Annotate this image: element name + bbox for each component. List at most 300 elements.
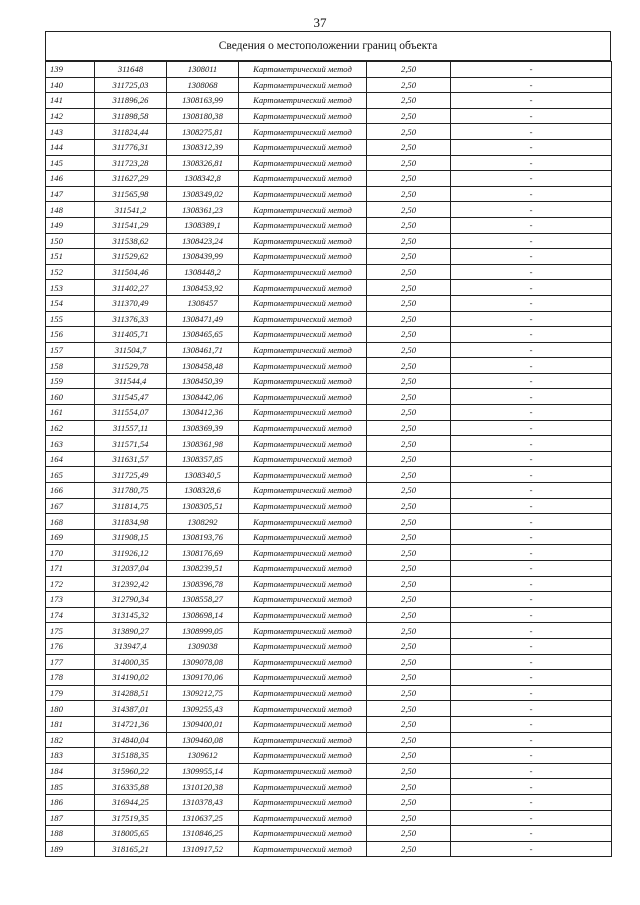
accuracy-cell: 2,50 — [367, 311, 451, 327]
description-cell: - — [451, 576, 612, 592]
table-row — [46, 654, 612, 670]
point-number-cell: 177 — [46, 654, 95, 670]
description-cell: - — [451, 841, 612, 857]
point-number-cell: 185 — [46, 779, 95, 795]
y-coordinate-cell: 1308312,39 — [167, 139, 239, 155]
accuracy-cell: 2,50 — [367, 561, 451, 577]
accuracy-cell: 2,50 — [367, 716, 451, 732]
description-cell: - — [451, 529, 612, 545]
accuracy-cell: 2,50 — [367, 685, 451, 701]
y-coordinate-cell: 1308163,99 — [167, 93, 239, 109]
x-coordinate-cell: 313145,32 — [95, 607, 167, 623]
x-coordinate-cell: 311554,07 — [95, 405, 167, 421]
description-cell: - — [451, 701, 612, 717]
x-coordinate-cell: 311557,11 — [95, 420, 167, 436]
accuracy-cell: 2,50 — [367, 77, 451, 93]
y-coordinate-cell: 1308357,85 — [167, 451, 239, 467]
y-coordinate-cell: 1308999,05 — [167, 623, 239, 639]
point-number-cell: 157 — [46, 342, 95, 358]
table-row — [46, 62, 612, 78]
method-cell: Картометрический метод — [239, 389, 367, 405]
x-coordinate-cell: 311814,75 — [95, 498, 167, 514]
y-coordinate-cell: 1309038 — [167, 638, 239, 654]
accuracy-cell: 2,50 — [367, 592, 451, 608]
x-coordinate-cell: 311908,15 — [95, 529, 167, 545]
description-cell: - — [451, 779, 612, 795]
accuracy-cell: 2,50 — [367, 748, 451, 764]
table-row — [46, 545, 612, 561]
point-number-cell: 189 — [46, 841, 95, 857]
method-cell: Картометрический метод — [239, 451, 367, 467]
y-coordinate-cell: 1310378,43 — [167, 794, 239, 810]
method-cell: Картометрический метод — [239, 794, 367, 810]
table-row — [46, 342, 612, 358]
x-coordinate-cell: 311565,98 — [95, 186, 167, 202]
section-title: Сведения о местоположении границ объекта — [218, 40, 438, 52]
point-number-cell: 154 — [46, 295, 95, 311]
method-cell: Картометрический метод — [239, 93, 367, 109]
method-cell: Картометрический метод — [239, 311, 367, 327]
accuracy-cell: 2,50 — [367, 483, 451, 499]
method-cell: Картометрический метод — [239, 233, 367, 249]
point-number-cell: 145 — [46, 155, 95, 171]
method-cell: Картометрический метод — [239, 436, 367, 452]
method-cell: Картометрический метод — [239, 654, 367, 670]
description-cell: - — [451, 716, 612, 732]
y-coordinate-cell: 1309400,01 — [167, 716, 239, 732]
method-cell: Картометрический метод — [239, 373, 367, 389]
y-coordinate-cell: 1310846,25 — [167, 826, 239, 842]
accuracy-cell: 2,50 — [367, 124, 451, 140]
description-cell: - — [451, 171, 612, 187]
x-coordinate-cell: 311723,28 — [95, 155, 167, 171]
x-coordinate-cell: 311538,62 — [95, 233, 167, 249]
y-coordinate-cell: 1308275,81 — [167, 124, 239, 140]
method-cell: Картометрический метод — [239, 623, 367, 639]
y-coordinate-cell: 1308328,6 — [167, 483, 239, 499]
description-cell: - — [451, 93, 612, 109]
description-cell: - — [451, 233, 612, 249]
table-row — [46, 295, 612, 311]
method-cell: Картометрический метод — [239, 467, 367, 483]
point-number-cell: 152 — [46, 264, 95, 280]
y-coordinate-cell: 1308342,8 — [167, 171, 239, 187]
accuracy-cell: 2,50 — [367, 342, 451, 358]
accuracy-cell: 2,50 — [367, 763, 451, 779]
table-row — [46, 810, 612, 826]
y-coordinate-cell: 1308450,39 — [167, 373, 239, 389]
table-row — [46, 592, 612, 608]
point-number-cell: 168 — [46, 514, 95, 530]
x-coordinate-cell: 311405,71 — [95, 327, 167, 343]
y-coordinate-cell: 1308698,14 — [167, 607, 239, 623]
point-number-cell: 184 — [46, 763, 95, 779]
accuracy-cell: 2,50 — [367, 436, 451, 452]
point-number-cell: 142 — [46, 108, 95, 124]
table-row — [46, 217, 612, 233]
point-number-cell: 183 — [46, 748, 95, 764]
y-coordinate-cell: 1308068 — [167, 77, 239, 93]
method-cell: Картометрический метод — [239, 701, 367, 717]
x-coordinate-cell: 311725,49 — [95, 467, 167, 483]
accuracy-cell: 2,50 — [367, 93, 451, 109]
description-cell: - — [451, 685, 612, 701]
table-row — [46, 623, 612, 639]
point-number-cell: 188 — [46, 826, 95, 842]
description-cell: - — [451, 77, 612, 93]
method-cell: Картометрический метод — [239, 124, 367, 140]
x-coordinate-cell: 316944,25 — [95, 794, 167, 810]
table-row — [46, 451, 612, 467]
accuracy-cell: 2,50 — [367, 529, 451, 545]
description-cell: - — [451, 405, 612, 421]
x-coordinate-cell: 311725,03 — [95, 77, 167, 93]
description-cell: - — [451, 561, 612, 577]
point-number-cell: 162 — [46, 420, 95, 436]
point-number-cell: 167 — [46, 498, 95, 514]
x-coordinate-cell: 314840,04 — [95, 732, 167, 748]
accuracy-cell: 2,50 — [367, 451, 451, 467]
accuracy-cell: 2,50 — [367, 62, 451, 78]
y-coordinate-cell: 1309078,08 — [167, 654, 239, 670]
method-cell: Картометрический метод — [239, 576, 367, 592]
x-coordinate-cell: 311776,31 — [95, 139, 167, 155]
point-number-cell: 181 — [46, 716, 95, 732]
method-cell: Картометрический метод — [239, 186, 367, 202]
point-number-cell: 159 — [46, 373, 95, 389]
description-cell: - — [451, 467, 612, 483]
table-row — [46, 233, 612, 249]
x-coordinate-cell: 314190,02 — [95, 670, 167, 686]
table-row — [46, 155, 612, 171]
point-number-cell: 173 — [46, 592, 95, 608]
y-coordinate-cell: 1308458,48 — [167, 358, 239, 374]
description-cell: - — [451, 186, 612, 202]
x-coordinate-cell: 311780,75 — [95, 483, 167, 499]
accuracy-cell: 2,50 — [367, 576, 451, 592]
accuracy-cell: 2,50 — [367, 295, 451, 311]
point-number-cell: 170 — [46, 545, 95, 561]
description-cell: - — [451, 358, 612, 374]
accuracy-cell: 2,50 — [367, 498, 451, 514]
x-coordinate-cell: 312790,34 — [95, 592, 167, 608]
y-coordinate-cell: 1308439,99 — [167, 249, 239, 265]
y-coordinate-cell: 1308011 — [167, 62, 239, 78]
point-number-cell: 163 — [46, 436, 95, 452]
x-coordinate-cell: 311926,12 — [95, 545, 167, 561]
table-row — [46, 576, 612, 592]
point-number-cell: 151 — [46, 249, 95, 265]
y-coordinate-cell: 1309460,08 — [167, 732, 239, 748]
table-row — [46, 124, 612, 140]
y-coordinate-cell: 1309255,43 — [167, 701, 239, 717]
table-row — [46, 779, 612, 795]
y-coordinate-cell: 1308461,71 — [167, 342, 239, 358]
description-cell: - — [451, 311, 612, 327]
table-row — [46, 514, 612, 530]
y-coordinate-cell: 1308453,92 — [167, 280, 239, 296]
method-cell: Картометрический метод — [239, 545, 367, 561]
y-coordinate-cell: 1310120,38 — [167, 779, 239, 795]
x-coordinate-cell: 311402,27 — [95, 280, 167, 296]
table-row — [46, 529, 612, 545]
description-cell: - — [451, 373, 612, 389]
description-cell: - — [451, 638, 612, 654]
accuracy-cell: 2,50 — [367, 779, 451, 795]
table-row — [46, 826, 612, 842]
accuracy-cell: 2,50 — [367, 186, 451, 202]
table-row — [46, 716, 612, 732]
description-cell: - — [451, 514, 612, 530]
accuracy-cell: 2,50 — [367, 623, 451, 639]
x-coordinate-cell: 318165,21 — [95, 841, 167, 857]
x-coordinate-cell: 314288,51 — [95, 685, 167, 701]
x-coordinate-cell: 311529,78 — [95, 358, 167, 374]
table-row — [46, 732, 612, 748]
method-cell: Картометрический метод — [239, 638, 367, 654]
x-coordinate-cell: 311529,62 — [95, 249, 167, 265]
x-coordinate-cell: 313890,27 — [95, 623, 167, 639]
point-number-cell: 144 — [46, 139, 95, 155]
y-coordinate-cell: 1308361,23 — [167, 202, 239, 218]
page-number: 37 — [313, 15, 327, 30]
point-number-cell: 148 — [46, 202, 95, 218]
y-coordinate-cell: 1308471,49 — [167, 311, 239, 327]
x-coordinate-cell: 311370,49 — [95, 295, 167, 311]
y-coordinate-cell: 1308442,06 — [167, 389, 239, 405]
x-coordinate-cell: 311376,33 — [95, 311, 167, 327]
accuracy-cell: 2,50 — [367, 638, 451, 654]
description-cell: - — [451, 670, 612, 686]
point-number-cell: 182 — [46, 732, 95, 748]
accuracy-cell: 2,50 — [367, 358, 451, 374]
table-row — [46, 202, 612, 218]
description-cell: - — [451, 623, 612, 639]
accuracy-cell: 2,50 — [367, 139, 451, 155]
x-coordinate-cell: 311631,57 — [95, 451, 167, 467]
description-cell: - — [451, 607, 612, 623]
table-row — [46, 405, 612, 421]
description-cell: - — [451, 545, 612, 561]
accuracy-cell: 2,50 — [367, 327, 451, 343]
method-cell: Картометрический метод — [239, 171, 367, 187]
point-number-cell: 165 — [46, 467, 95, 483]
description-cell: - — [451, 295, 612, 311]
y-coordinate-cell: 1308558,27 — [167, 592, 239, 608]
y-coordinate-cell: 1308448,2 — [167, 264, 239, 280]
point-number-cell: 143 — [46, 124, 95, 140]
accuracy-cell: 2,50 — [367, 841, 451, 857]
point-number-cell: 160 — [46, 389, 95, 405]
table-row — [46, 670, 612, 686]
method-cell: Картометрический метод — [239, 405, 367, 421]
method-cell: Картометрический метод — [239, 810, 367, 826]
accuracy-cell: 2,50 — [367, 249, 451, 265]
method-cell: Картометрический метод — [239, 139, 367, 155]
boundary-coordinates-table — [45, 61, 612, 857]
x-coordinate-cell: 311648 — [95, 62, 167, 78]
y-coordinate-cell: 1308340,5 — [167, 467, 239, 483]
table-row — [46, 358, 612, 374]
table-row — [46, 249, 612, 265]
method-cell: Картометрический метод — [239, 420, 367, 436]
method-cell: Картометрический метод — [239, 342, 367, 358]
method-cell: Картометрический метод — [239, 748, 367, 764]
point-number-cell: 158 — [46, 358, 95, 374]
x-coordinate-cell: 311544,4 — [95, 373, 167, 389]
accuracy-cell: 2,50 — [367, 732, 451, 748]
point-number-cell: 178 — [46, 670, 95, 686]
description-cell: - — [451, 420, 612, 436]
description-cell: - — [451, 249, 612, 265]
y-coordinate-cell: 1308326,81 — [167, 155, 239, 171]
description-cell: - — [451, 810, 612, 826]
description-cell: - — [451, 280, 612, 296]
x-coordinate-cell: 311504,46 — [95, 264, 167, 280]
x-coordinate-cell: 315960,22 — [95, 763, 167, 779]
method-cell: Картометрический метод — [239, 217, 367, 233]
description-cell: - — [451, 436, 612, 452]
y-coordinate-cell: 1308396,78 — [167, 576, 239, 592]
x-coordinate-cell: 314387,01 — [95, 701, 167, 717]
x-coordinate-cell: 311627,29 — [95, 171, 167, 187]
accuracy-cell: 2,50 — [367, 420, 451, 436]
point-number-cell: 141 — [46, 93, 95, 109]
y-coordinate-cell: 1308180,38 — [167, 108, 239, 124]
table-row — [46, 373, 612, 389]
table-row — [46, 701, 612, 717]
method-cell: Картометрический метод — [239, 295, 367, 311]
x-coordinate-cell: 311545,47 — [95, 389, 167, 405]
description-cell: - — [451, 327, 612, 343]
x-coordinate-cell: 314000,35 — [95, 654, 167, 670]
y-coordinate-cell: 1308176,69 — [167, 545, 239, 561]
accuracy-cell: 2,50 — [367, 233, 451, 249]
method-cell: Картометрический метод — [239, 529, 367, 545]
method-cell: Картометрический метод — [239, 514, 367, 530]
point-number-cell: 180 — [46, 701, 95, 717]
table-body — [46, 62, 612, 857]
x-coordinate-cell: 311898,58 — [95, 108, 167, 124]
x-coordinate-cell: 316335,88 — [95, 779, 167, 795]
description-cell: - — [451, 451, 612, 467]
x-coordinate-cell: 313947,4 — [95, 638, 167, 654]
table-row — [46, 108, 612, 124]
description-cell: - — [451, 202, 612, 218]
method-cell: Картометрический метод — [239, 841, 367, 857]
table-row — [46, 638, 612, 654]
x-coordinate-cell: 312392,42 — [95, 576, 167, 592]
accuracy-cell: 2,50 — [367, 810, 451, 826]
description-cell: - — [451, 498, 612, 514]
method-cell: Картометрический метод — [239, 498, 367, 514]
accuracy-cell: 2,50 — [367, 514, 451, 530]
method-cell: Картометрический метод — [239, 561, 367, 577]
method-cell: Картометрический метод — [239, 483, 367, 499]
method-cell: Картометрический метод — [239, 249, 367, 265]
accuracy-cell: 2,50 — [367, 670, 451, 686]
point-number-cell: 149 — [46, 217, 95, 233]
y-coordinate-cell: 1308349,02 — [167, 186, 239, 202]
accuracy-cell: 2,50 — [367, 405, 451, 421]
method-cell: Картометрический метод — [239, 327, 367, 343]
y-coordinate-cell: 1308193,76 — [167, 529, 239, 545]
method-cell: Картометрический метод — [239, 607, 367, 623]
y-coordinate-cell: 1309212,75 — [167, 685, 239, 701]
method-cell: Картометрический метод — [239, 732, 367, 748]
y-coordinate-cell: 1308412,36 — [167, 405, 239, 421]
table-row — [46, 93, 612, 109]
point-number-cell: 175 — [46, 623, 95, 639]
method-cell: Картометрический метод — [239, 716, 367, 732]
method-cell: Картометрический метод — [239, 779, 367, 795]
accuracy-cell: 2,50 — [367, 264, 451, 280]
method-cell: Картометрический метод — [239, 592, 367, 608]
y-coordinate-cell: 1310637,25 — [167, 810, 239, 826]
description-cell: - — [451, 732, 612, 748]
x-coordinate-cell: 311541,29 — [95, 217, 167, 233]
method-cell: Картометрический метод — [239, 670, 367, 686]
accuracy-cell: 2,50 — [367, 607, 451, 623]
point-number-cell: 164 — [46, 451, 95, 467]
description-cell: - — [451, 217, 612, 233]
table-row — [46, 794, 612, 810]
table-row — [46, 139, 612, 155]
y-coordinate-cell: 1308239,51 — [167, 561, 239, 577]
accuracy-cell: 2,50 — [367, 654, 451, 670]
table-row — [46, 186, 612, 202]
description-cell: - — [451, 124, 612, 140]
table-row — [46, 483, 612, 499]
table-row — [46, 498, 612, 514]
description-cell: - — [451, 108, 612, 124]
x-coordinate-cell: 311541,2 — [95, 202, 167, 218]
description-cell: - — [451, 654, 612, 670]
y-coordinate-cell: 1310917,52 — [167, 841, 239, 857]
table-row — [46, 841, 612, 857]
table-row — [46, 77, 612, 93]
table-row — [46, 607, 612, 623]
y-coordinate-cell: 1308369,39 — [167, 420, 239, 436]
method-cell: Картометрический метод — [239, 108, 367, 124]
point-number-cell: 186 — [46, 794, 95, 810]
table-row — [46, 685, 612, 701]
accuracy-cell: 2,50 — [367, 389, 451, 405]
table-row — [46, 311, 612, 327]
description-cell: - — [451, 826, 612, 842]
method-cell: Картометрический метод — [239, 685, 367, 701]
table-row — [46, 389, 612, 405]
description-cell: - — [451, 139, 612, 155]
x-coordinate-cell: 315188,35 — [95, 748, 167, 764]
accuracy-cell: 2,50 — [367, 826, 451, 842]
description-cell: - — [451, 763, 612, 779]
point-number-cell: 174 — [46, 607, 95, 623]
point-number-cell: 187 — [46, 810, 95, 826]
point-number-cell: 139 — [46, 62, 95, 78]
point-number-cell: 161 — [46, 405, 95, 421]
point-number-cell: 147 — [46, 186, 95, 202]
point-number-cell: 172 — [46, 576, 95, 592]
method-cell: Картометрический метод — [239, 62, 367, 78]
table-row — [46, 327, 612, 343]
y-coordinate-cell: 1308457 — [167, 295, 239, 311]
y-coordinate-cell: 1308305,51 — [167, 498, 239, 514]
description-cell: - — [451, 389, 612, 405]
x-coordinate-cell: 311834,98 — [95, 514, 167, 530]
table-row — [46, 171, 612, 187]
accuracy-cell: 2,50 — [367, 155, 451, 171]
